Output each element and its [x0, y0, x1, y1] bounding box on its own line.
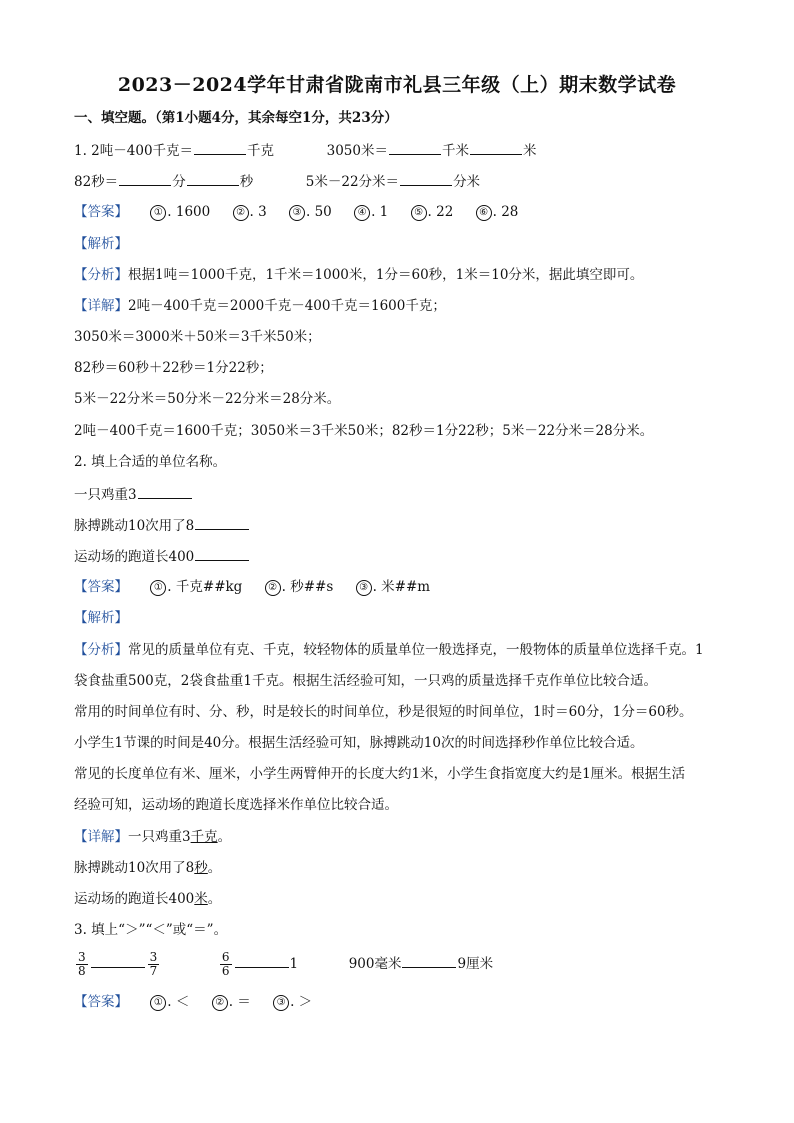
- section-heading: 一、填空题。（第1小题4分，其余每空1分，共23分）: [74, 110, 398, 126]
- answer-item: ② . 3: [233, 202, 267, 222]
- q2-fenxi-line: 常见的长度单位有米、厘米，小学生两臂伸开的长度大约1米，小学生食指宽度大约是1厘米。根据生活: [74, 766, 686, 782]
- q2-fenxi-line: 袋食盐重500克，2袋食盐重1千克。根据生活经验可知，一只鸡的质量选择千克作单位比较合适。: [74, 673, 657, 689]
- answer-item: ③ . 50: [289, 202, 332, 222]
- answer-blank[interactable]: [194, 140, 246, 155]
- fraction: $\frac{6}{6}$: [221, 950, 230, 978]
- q2-title: 2. 填上合适的单位名称。: [74, 454, 227, 470]
- analysis-tag: 【解析】: [74, 236, 128, 252]
- answer-tag: 【答案】: [74, 204, 128, 220]
- answer-blank[interactable]: [187, 171, 239, 186]
- answer-item: ③ . 米##m: [356, 577, 431, 597]
- answer-item: ⑤ . 22: [411, 202, 454, 222]
- q2-answers: 【答案】 ① . 千克##kg ② . 秒##s ③ . 米##m: [74, 579, 431, 595]
- answer-item: ② . ＝: [212, 992, 251, 1012]
- q1-answers: [74, 202, 518, 222]
- q3-items: $\frac{3}{8}$ $\frac{3}{7}$ $\frac{6}{6}$ 1 900毫米 9厘米: [78, 950, 494, 978]
- answer-item: ① . ＜: [150, 992, 189, 1012]
- answer-item: ② . 秒##s: [265, 577, 334, 597]
- answer-item: ④ . 1: [354, 202, 388, 222]
- q3-answers: 【答案】 ① . ＜ ② . ＝ ③ . ＞: [74, 994, 313, 1010]
- q2-fenxi-line: 经验可知，运动场的跑道长度选择米作单位比较合适。: [74, 797, 398, 813]
- fraction: $\frac{3}{7}$: [149, 950, 158, 978]
- q2-sentence: 运动场的跑道长400: [74, 546, 250, 567]
- q2-xiangjie: 【详解】一只鸡重3千克。: [74, 829, 232, 845]
- q1-xiangjie: 【详解】2吨－400千克＝2000千克－400千克＝1600千克；: [74, 298, 446, 314]
- answer-blank[interactable]: [195, 515, 249, 530]
- answer-item: ③ . ＞: [273, 992, 312, 1012]
- q2-xiangjie-line: 运动场的跑道长400米。: [74, 891, 222, 907]
- answer-blank[interactable]: [235, 953, 289, 968]
- answer-item: ⑥ . 28: [476, 202, 519, 222]
- analysis-tag: 【解析】: [74, 610, 128, 626]
- fraction: $\frac{3}{8}$: [78, 950, 86, 978]
- answer-blank[interactable]: [402, 953, 456, 968]
- answer-item: ① . 千克##kg: [150, 577, 242, 597]
- q3-title: 3. 填上“＞”“＜”或“＝”。: [74, 922, 228, 938]
- answer-blank[interactable]: [91, 953, 145, 968]
- q1-step: 82秒＝60秒＋22秒＝1分22秒；: [74, 360, 273, 376]
- q1-step: 3050米＝3000米＋50米＝3千米50米；: [74, 329, 321, 345]
- q1-fenxi: 【分析】根据1吨＝1000千克，1千米＝1000米，1分＝60秒，1米＝10分米，据此填空即可。: [74, 267, 644, 283]
- q2-fenxi: 【分析】常见的质量单位有克、千克，较轻物体的质量单位一般选择克，一般物体的质量单位选择千克。1: [74, 642, 704, 658]
- q2-fenxi-line: 小学生1节课的时间是40分。根据生活经验可知，脉搏跳动10次的时间选择秒作单位比较合适。: [74, 735, 644, 751]
- q2-sentence: 脉搏跳动10次用了8: [74, 515, 250, 536]
- q2-xiangjie-line: 脉搏跳动10次用了8秒。: [74, 860, 222, 876]
- answer-blank[interactable]: [470, 140, 522, 155]
- page-title: 2023－2024学年甘肃省陇南市礼县三年级（上）期末数学试卷: [117, 74, 677, 96]
- answer-blank[interactable]: [389, 140, 441, 155]
- answer-blank[interactable]: [400, 171, 452, 186]
- answer-blank[interactable]: [195, 546, 249, 561]
- q1-line-b: 82秒＝ 分 秒 5米－22分米＝ 分米: [74, 171, 480, 192]
- q2-fenxi-line: 常用的时间单位有时、分、秒，时是较长的时间单位，秒是很短的时间单位，1时＝60分，1分＝60秒。: [74, 704, 693, 720]
- answer-item: ① . 1600: [150, 202, 210, 222]
- q1-summary: 2吨－400千克＝1600千克；3050米＝3千米50米；82秒＝1分22秒；5米－22分米＝28分米。: [74, 423, 654, 439]
- q1-line-a: 1. 2吨－400千克＝ 千克 3050米＝ 千米 米: [74, 140, 536, 161]
- answer-blank[interactable]: [119, 171, 171, 186]
- answer-blank[interactable]: [138, 484, 192, 499]
- q2-sentence: 一只鸡重3: [74, 484, 193, 505]
- q1-step: 5米－22分米＝50分米－22分米＝28分米。: [74, 391, 341, 407]
